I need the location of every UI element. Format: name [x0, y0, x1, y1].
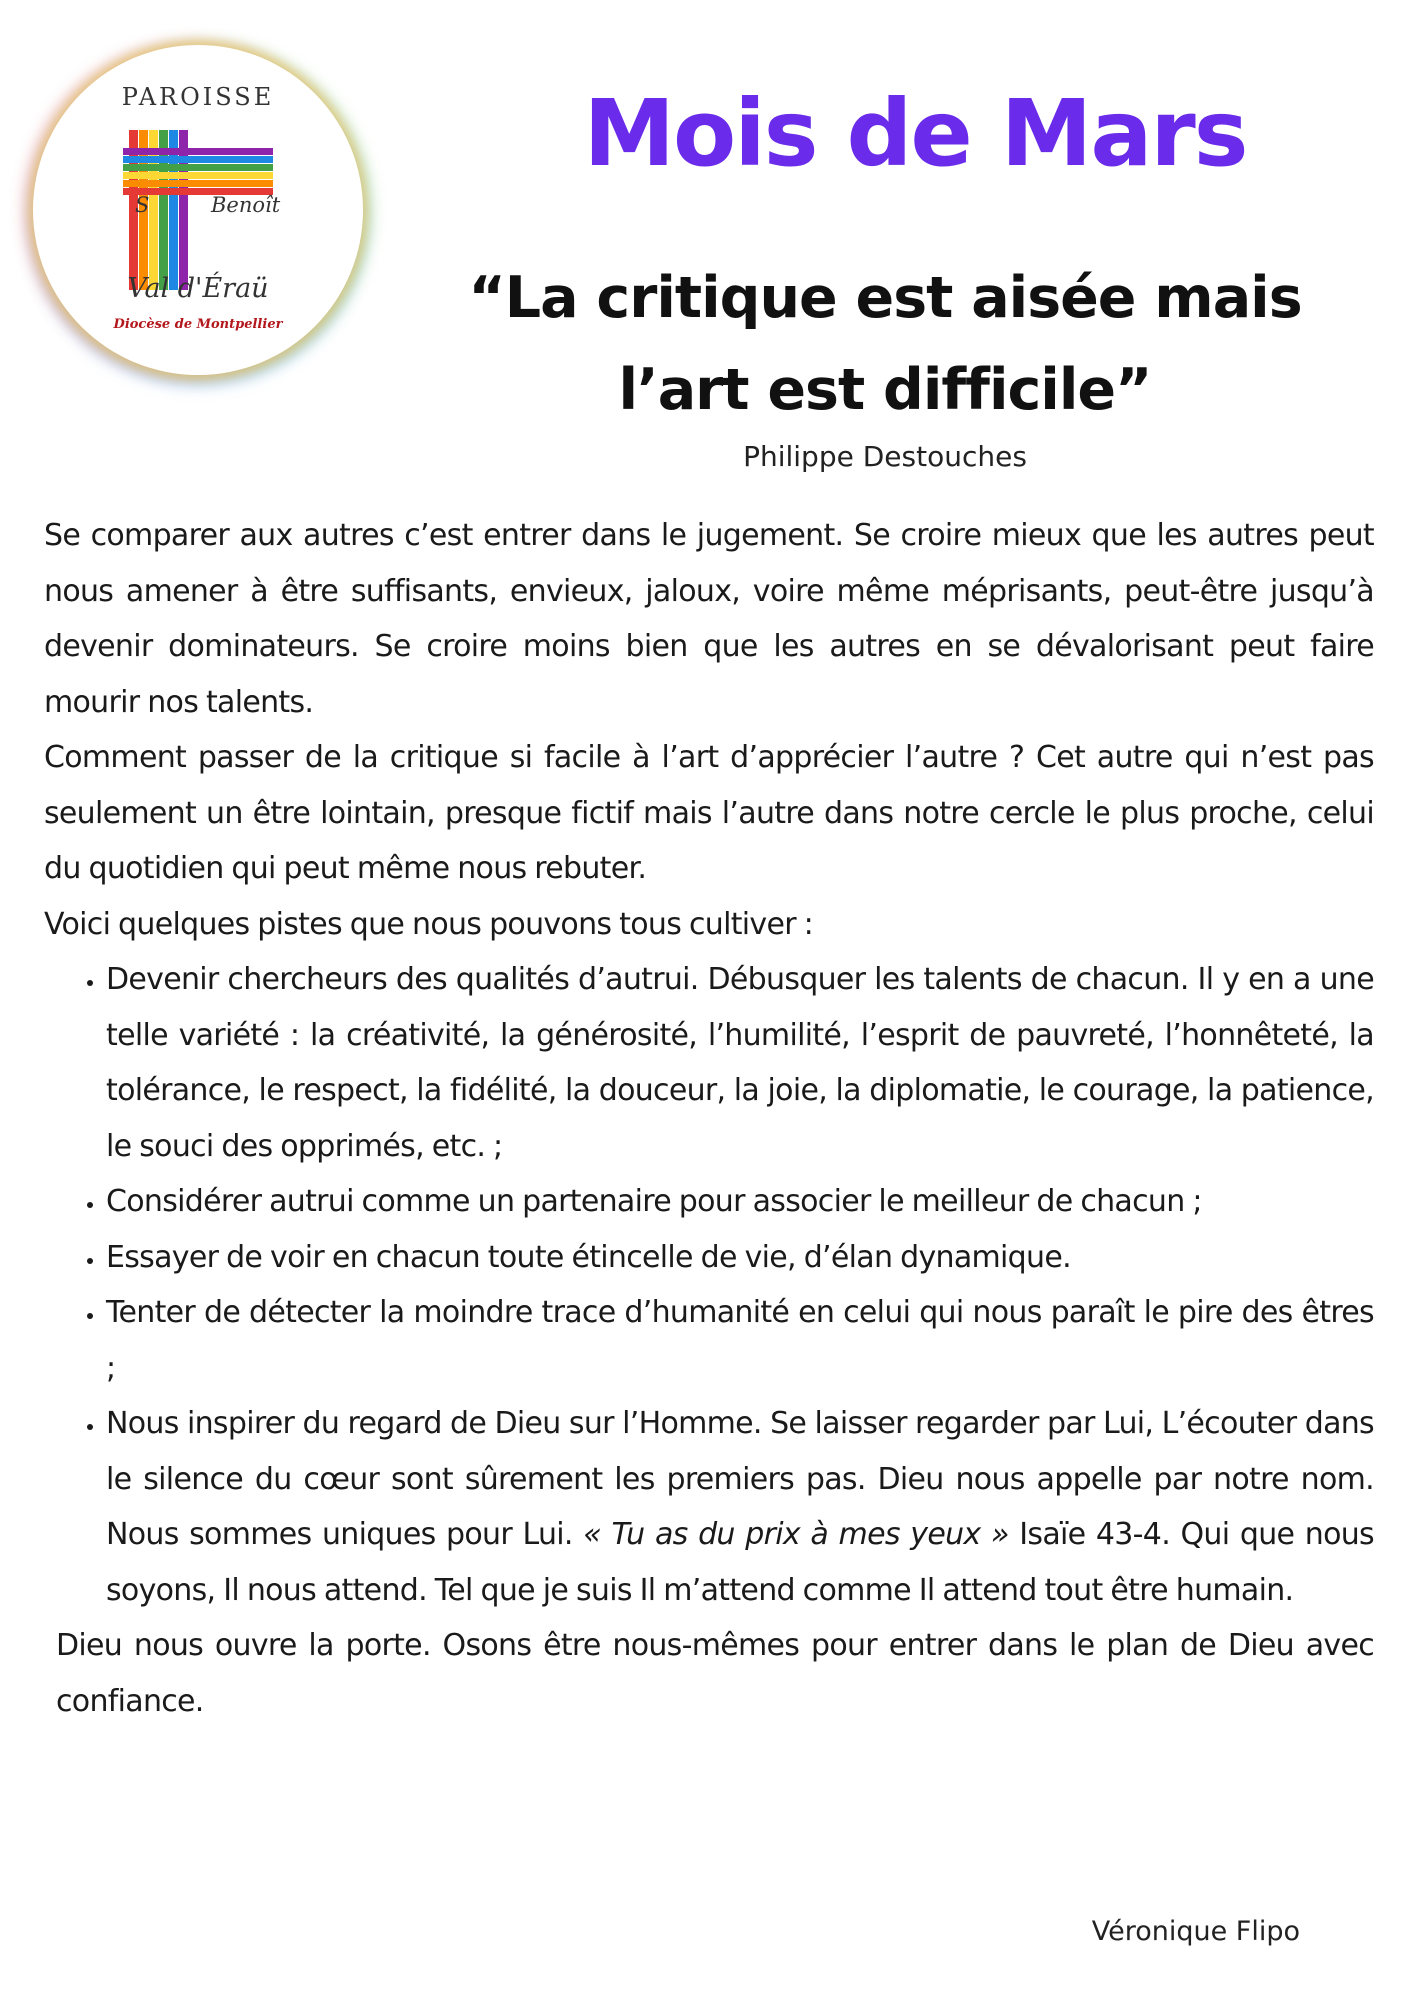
quote-text: “La critique est aisée mais l’art est difficile” [468, 265, 1302, 423]
logo-benoit-text: Benoît [211, 193, 281, 217]
list-item-text: Nous inspirer du regard de Dieu sur l’Homme. Se laisser regarder par Lui, L’écouter dans le silence du cœur sont sûrement les premiers pas. Dieu nous appelle par notre nom. Nous sommes uniques pour Lui. [106, 1406, 1374, 1552]
list-item: • Devenir chercheurs des qualités d’autrui. Débusquer les talents de chacun. Il y en a une telle variété : la créativité, la générosité, l’humilité, l’esprit de pauvreté, l’honnêteté, la tolérance, le respect, la fidélité, la douceur, la joie, la diplomatie, le courage, la patience, le souci des opprimés, etc. ; [106, 952, 1374, 1174]
logo-diocese-text: Diocèse de Montpellier [113, 317, 283, 332]
page-title: Mois de Mars [583, 80, 1247, 187]
parish-logo [33, 45, 363, 375]
quote-author: Philippe Destouches [743, 440, 1027, 473]
closing-paragraph: Dieu nous ouvre la porte. Osons être nous-mêmes pour entrer dans le plan de Dieu avec confiance. [56, 1628, 1374, 1719]
bible-quote: « Tu as du prix à mes yeux » [583, 1517, 1009, 1552]
logo-s-text: S [135, 193, 150, 217]
list-item [106, 1396, 1374, 1618]
list-item: • Tenter de détecter la moindre trace d’humanité en celui qui nous paraît le pire des êtres ; [106, 1285, 1374, 1396]
paragraph-2: Comment passer de la critique si facile à l’art d’apprécier l’autre ? Cet autre qui n’est pas seulement un être lointain, presque fictif mais l’autre dans notre cercle le plus proche, celui du quotidien qui peut même nous rebuter. [44, 740, 1374, 886]
paragraph-1: Se comparer aux autres c’est entrer dans le jugement. Se croire mieux que les autres peut nous amener à être suffisants, envieux, jaloux, voire même méprisants, peut-être jusqu’à devenir dominateurs. Se croire moins bien que les autres en se dévalorisant peut faire mourir nos talents. [44, 518, 1374, 720]
logo-val-text: Val d'Éraü [127, 273, 269, 304]
list-item-text: Isaïe 43-4. Qui que nous soyons, Il nous attend. Tel que je suis Il m’attend comme Il attend tout être humain. [106, 1517, 1374, 1608]
paragraph-3: Voici quelques pistes que nous pouvons tous cultiver : [44, 906, 814, 942]
logo-paroisse-text: PAROISSE [121, 83, 275, 111]
article-body [44, 508, 1374, 1729]
bullet-list [44, 952, 1374, 1618]
list-item: • Essayer de voir en chacun toute étincelle de vie, d’élan dynamique. [106, 1230, 1374, 1286]
signature: Véronique Flipo [1091, 1916, 1300, 1947]
list-item: • Considérer autrui comme un partenaire pour associer le meilleur de chacun ; [106, 1174, 1374, 1230]
